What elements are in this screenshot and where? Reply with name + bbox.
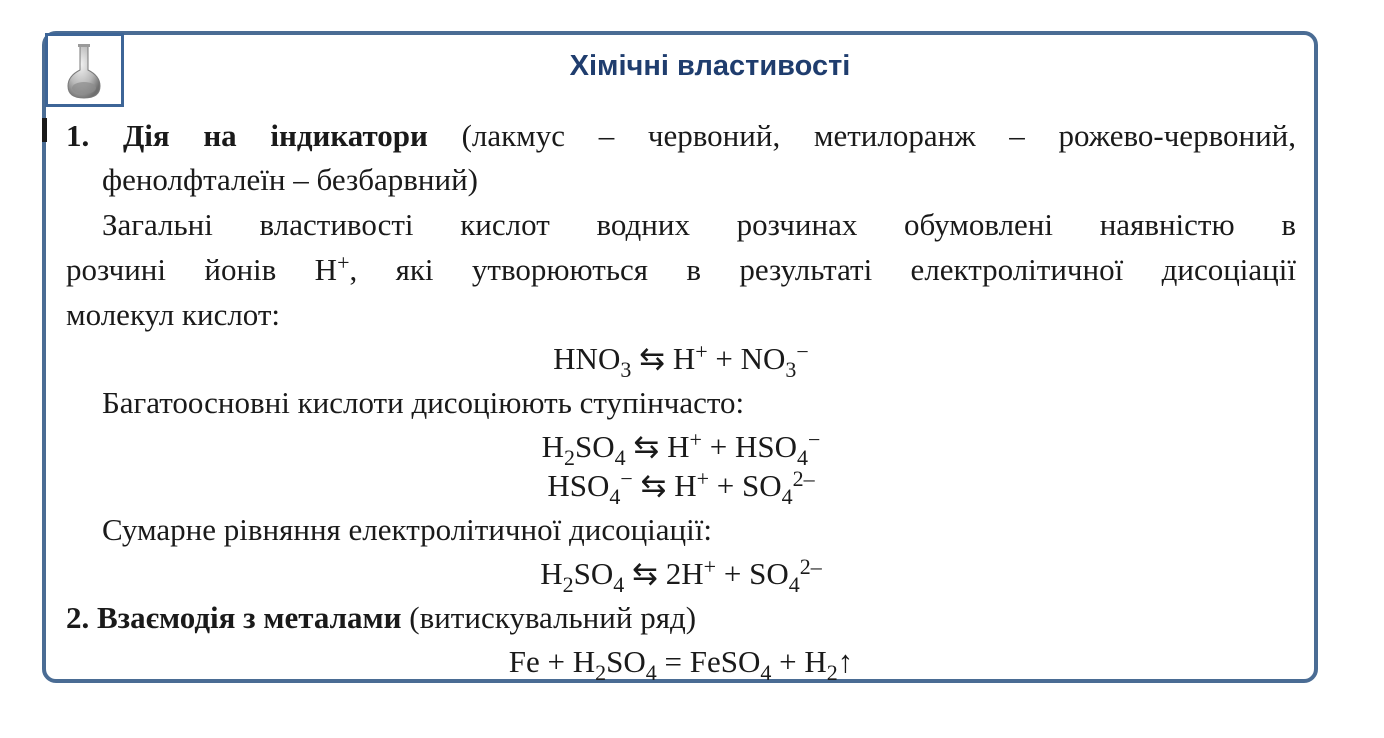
eq2-a-sub: 2 (564, 445, 576, 470)
section-1-line-1 (66, 114, 1296, 158)
paragraph-1-text-2b: , які утворюються в результаті електролітичної дисоціації (349, 252, 1296, 287)
eq4-a: H (540, 556, 563, 591)
eq2-a2-sub: 4 (614, 445, 626, 470)
eq1-arrow: ⇆ (631, 341, 673, 376)
eq3-a: HSO (547, 468, 610, 503)
equation-hso4-step2 (66, 464, 1296, 507)
eq4-c-sub: 4 (788, 572, 800, 597)
eq2-b-sup: + (689, 427, 702, 452)
equation-h2so4-total (66, 552, 1296, 595)
eq1-c-sup: − (796, 339, 809, 364)
paragraph-1-text-1: Загальні властивості кислот водних розчинах обумовлені наявністю в (102, 207, 1296, 242)
eq4-arrow: ⇆ (624, 556, 666, 591)
eq1-a: HNO (553, 341, 621, 376)
section-1-number: 1. (66, 118, 90, 153)
eq1-b-sup: + (695, 339, 708, 364)
eq4-b-sup: + (703, 554, 717, 579)
eq4-b: 2H (665, 556, 704, 591)
paragraph-1-line-3: молекул кислот: (66, 297, 281, 332)
eq4-a2: SO (573, 556, 614, 591)
section-2-number: 2. (66, 600, 90, 635)
section-2-heading: Взаємодія з металами (97, 600, 402, 635)
eq5-a2: SO (606, 644, 646, 679)
eq2-b: H (667, 429, 690, 464)
eq3-b: H (674, 468, 697, 503)
equation-fe-h2so4 (66, 640, 1296, 683)
paragraph-1-sup: + (337, 250, 350, 275)
eq4-plus: + (716, 556, 750, 591)
eq3-b-sup: + (696, 466, 710, 491)
paragraph-1-line-2 (66, 247, 1296, 292)
eq3-c-sup: 2– (792, 466, 815, 491)
eq3-a-sup: − (620, 466, 633, 491)
eq3-plus: + (709, 468, 743, 503)
eq3-c: SO (742, 468, 782, 503)
eq4-a2-sub: 4 (613, 572, 625, 597)
equation-h2so4-step1 (66, 425, 1296, 468)
eq4-a-sub: 2 (562, 572, 574, 597)
eq5-a-sub: 2 (595, 660, 607, 685)
eq2-plus: + (701, 429, 735, 464)
section-1-line-2: фенолфталеїн – безбарвний) (102, 162, 478, 197)
slide-title: Хімічні властивості (569, 50, 851, 82)
eq5-a2-sub: 4 (645, 660, 657, 685)
section-1-heading: Дія на індикатори (122, 118, 428, 153)
eq5-eq: = FeSO (656, 644, 761, 679)
eq3-arrow: ⇆ (632, 468, 675, 503)
left-edge-mark (42, 118, 47, 142)
paragraph-1-line-1 (66, 202, 1296, 247)
eq2-c: HSO (734, 429, 797, 464)
eq1-c-sub: 3 (785, 357, 797, 382)
eq2-arrow: ⇆ (625, 429, 668, 464)
slide-content (66, 114, 1296, 683)
eq1-a-sub: 3 (620, 357, 632, 382)
eq1-plus: + (707, 341, 741, 376)
eq5-gas-arrow: ↑ (837, 644, 854, 679)
equation-hno3 (66, 337, 1296, 380)
section-2-line (66, 595, 1296, 640)
eq1-b: H (672, 341, 696, 376)
paragraph-2: Багатоосновні кислоти дисоціюють ступінчасто: (102, 385, 745, 420)
eq1-c: NO (740, 341, 786, 376)
section-2-rest: (витискувальний ряд) (401, 600, 697, 635)
eq4-c-sup: 2– (799, 554, 822, 579)
flask-icon-box (45, 33, 124, 107)
paragraph-3: Сумарне рівняння електролітичної дисоціації: (102, 512, 712, 547)
eq2-a2: SO (575, 429, 615, 464)
eq3-a-sub: 4 (609, 484, 621, 509)
eq4-c: SO (749, 556, 789, 591)
paragraph-1-text-2a: розчині йонів H (66, 252, 338, 287)
eq5-a: Fe + H (508, 644, 596, 679)
eq5-plus: + H (771, 644, 827, 679)
eq3-c-sub: 4 (781, 484, 793, 509)
section-1-indicators: (лакмус – червоний, метилоранж – рожево-червоний, (427, 118, 1297, 153)
eq2-c-sub: 4 (796, 445, 808, 470)
eq5-plus-sub: 2 (826, 660, 838, 685)
flask-icon (48, 36, 121, 104)
eq2-a: H (541, 429, 565, 464)
eq5-eq-sub: 4 (760, 660, 772, 685)
eq2-c-sup: − (807, 427, 821, 452)
